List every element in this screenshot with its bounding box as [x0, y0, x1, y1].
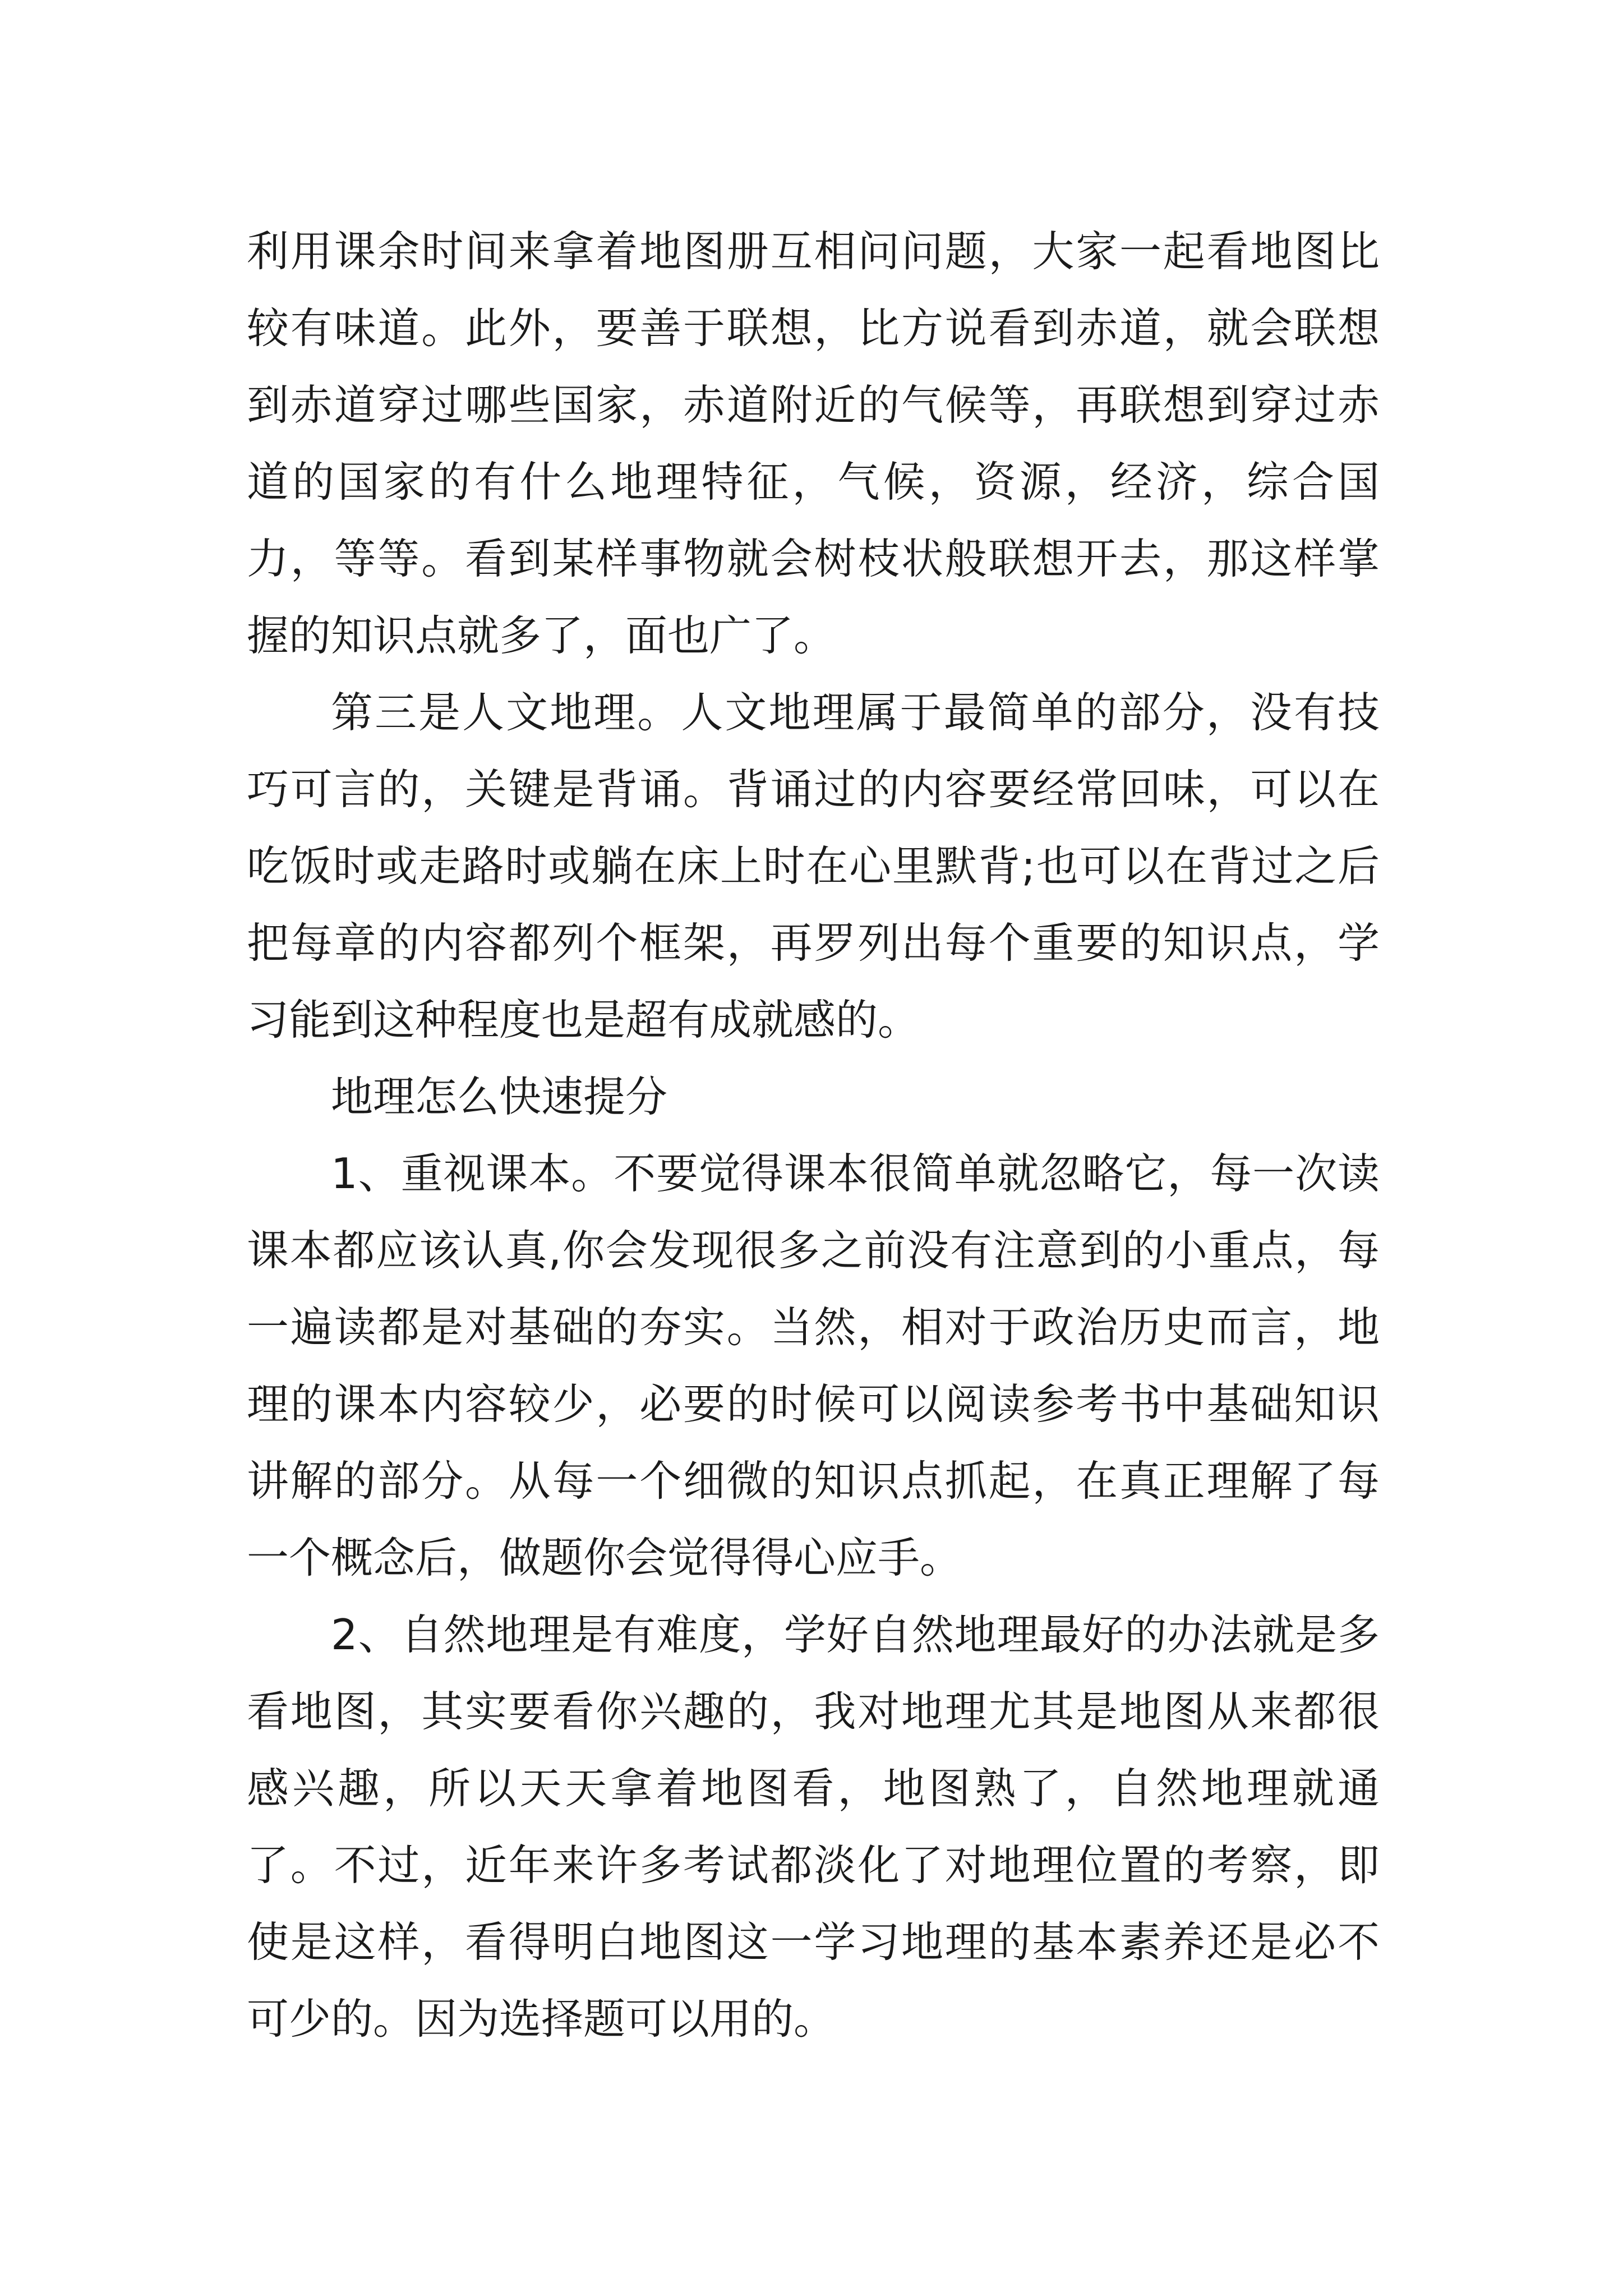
paragraph-point-2: 2、自然地理是有难度，学好自然地理最好的办法就是多看地图，其实要看你兴趣的，我对地理尤其是地图从来都很感兴趣，所以天天拿着地图看，地图熟了，自然地理就通了。不过，近年来许多考试都淡化了对地理位置的考察，即使是这样，看得明白地图这一学习地理的基本素养还是必不可少的。因为选择题可以用的。 [247, 1610, 1380, 2044]
paragraph-continuation: 利用课余时间来拿着地图册互相问问题，大家一起看地图比较有味道。此外，要善于联想，比方说看到赤道，就会联想到赤道穿过哪些国家，赤道附近的气候等，再联想到穿过赤道的国家的有什么地理特征，气候，资源，经济，综合国力，等等。看到某样事物就会树枝状般联想开去，那这样掌握的知识点就多了，面也广了。 [247, 227, 1380, 660]
document-body [247, 213, 1380, 2058]
paragraph-point-1: 1、重视课本。不要觉得课本很简单就忽略它，每一次读课本都应该认真,你会发现很多之前没有注意到的小重点，每一遍读都是对基础的夯实。当然，相对于政治历史而言，地理的课本内容较少，必要的时候可以阅读参考书中基础知识讲解的部分。从每一个细微的知识点抓起，在真正理解了每一个概念后，做题你会觉得得心应手。 [247, 1149, 1380, 1582]
section-heading: 地理怎么快速提分 [331, 1072, 668, 1121]
paragraph-human-geography: 第三是人文地理。人文地理属于最简单的部分，没有技巧可言的，关键是背诵。背诵过的内容要经常回味，可以在吃饭时或走路时或躺在床上时在心里默背;也可以在背过之后把每章的内容都列个框架，再罗列出每个重要的知识点，学习能到这种程度也是超有成就感的。 [247, 688, 1380, 1045]
